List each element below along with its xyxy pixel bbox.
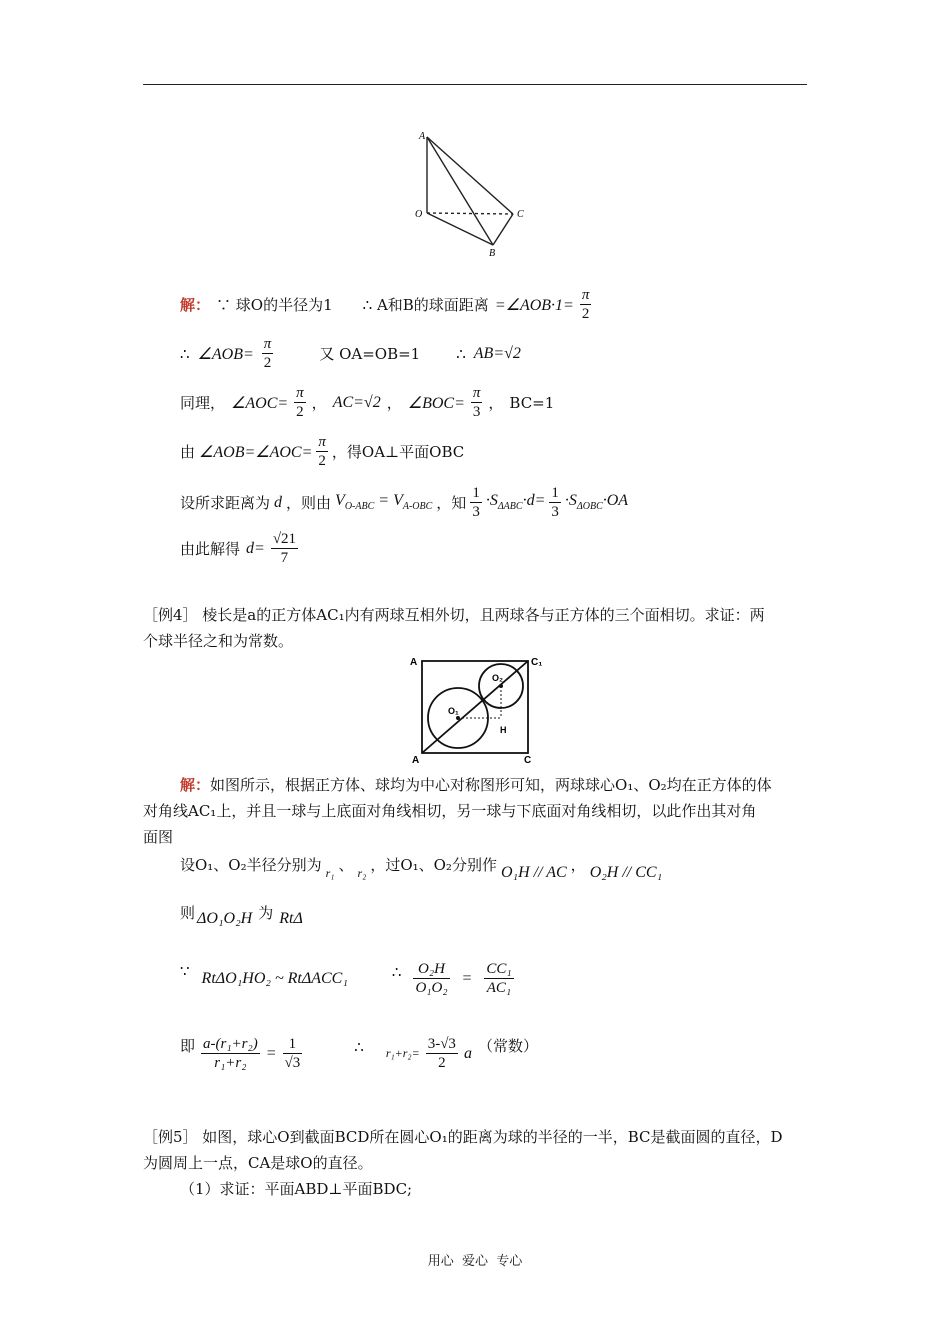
sol1-l6-math: d= [246, 539, 265, 557]
label-A: A [419, 131, 426, 142]
ex5-line3: （1）求证：平面ABD⊥平面BDC; [180, 1180, 413, 1198]
ex5-line1: ［例5］ 如图，球心O到截面BCD所在圆心O₁的距离为球的半径的一半，BC是截面圆的直径，D [143, 1128, 783, 1146]
sol4-p3: 面图 [143, 828, 174, 846]
var-r2: r₂ [357, 866, 367, 880]
label-C: C [517, 209, 524, 220]
label-B: B [489, 248, 496, 259]
sol1-l3-m1: ∠AOC= [231, 394, 289, 412]
sol4-p1: 解：如图所示，根据正方体、球均为中心对称图形可知，两球球心O₁、O₂均在正方体的体 [180, 776, 772, 794]
edge-AC [427, 137, 513, 214]
fraction-sqrt21-7: $\frac{√21}{7}$ [272, 531, 297, 566]
sol4-line3: ∵ RtΔO₁HO₂ ~ RtΔACC₁ ∴ $\frac{\text{O₂H}}{\text{O₁O₂}}$ = $\frac{\text{CC₁}}{\text{AC₁}}$ [180, 961, 512, 996]
var-d: d [274, 493, 283, 511]
sol1-l3-m3: ∠BOC= [407, 394, 465, 412]
ex4-line2: 个球半径之和为常数。 [143, 632, 294, 650]
page-footer: 用心 爱心 专心 [427, 1254, 523, 1269]
sol1-l1-text2: ∴ A和B的球面距离 [362, 296, 489, 314]
sol4-line1: 设O₁、O₂半径分别为 r₁ 、 r₂ ，过O₁、O₂分别作 O₁H // AC ， O₂H // CC₁ [180, 856, 663, 881]
label-A-top: A [410, 657, 418, 668]
fraction-pi-2: $\frac{\pi}{2}$ [263, 336, 272, 371]
label-A-bot: A [412, 755, 420, 766]
cube-section-figure [408, 655, 548, 767]
edge-BC [493, 214, 513, 245]
sol4-line4: 即 $\frac{\text{a-(r₁+r₂)}}{\text{r₁+r₂}}$ = $\frac{1}{√3}$ ∴ r₁+r₂= $\frac{3-√3}{2}$ a （常数） [180, 1036, 538, 1071]
sol1-line3: 同理， ∠AOC= $\frac{\pi}{2}$ ， AC=√2 ， ∠BOC= $\frac{\pi}{3}$ ， BC=1 [180, 385, 555, 420]
sol1-l3-text: 同理， [180, 394, 226, 412]
sol1-l4-pre: 由 [180, 443, 196, 461]
fraction-pi-2: $\frac{\pi}{2}$ [581, 287, 590, 322]
sol1-line5: 设所求距离为 d ，则由 $V_{O-ABC} = V_{A-OBC}$ ，知 $\frac{1}{3}$ $\cdot S_{\Delta ABC}\cdot d=$ $\frac{1}{3}$ $\cdot S_{\Delta OBC}\cdot OA$ [180, 485, 629, 520]
sol1-l1-math: =∠AOB·1= [494, 296, 574, 314]
sol1-line4 [180, 433, 464, 470]
edge-OC [427, 213, 513, 214]
sol1-l4-post: ，得OA⊥平面OBC [331, 443, 465, 461]
sol1-line2 [180, 335, 521, 372]
fraction-1-3: $\frac{1}{3}$ [472, 485, 480, 520]
fraction-pi-2: $\frac{\pi}{2}$ [296, 385, 304, 420]
label-C: C [524, 755, 532, 766]
sol4-l4-m: r₁+r₂= [385, 1046, 420, 1060]
solution-label: 解： [180, 776, 211, 794]
sol1-l2-ab: AB=√2 [473, 344, 521, 362]
fraction-O2H-O1O2: $\frac{\text{O₂H}}{\text{O₁O₂}}$ [415, 961, 448, 996]
therefore-symbol: ∴ [456, 344, 466, 363]
var-a: a [463, 1044, 472, 1062]
sol1-l5-mid: ，则由 [286, 494, 332, 512]
sol1-l5-pre: 设所求距离为 [180, 494, 271, 512]
sol1-line6 [180, 530, 298, 567]
fraction-CC1-AC1: $\frac{\text{CC₁}}{\text{AC₁}}$ [486, 961, 512, 996]
sol1-l1-text1: ∵ 球O的半径为1 [216, 296, 333, 314]
ex5-line2: 为圆周上一点，CA是球O的直径。 [143, 1154, 373, 1172]
fraction-main: $\frac{\text{a-(r₁+r₂)}}{\text{r₁+r₂}}$ [203, 1036, 258, 1071]
sol1-line1 [180, 286, 591, 323]
solution-label: 解： [180, 296, 211, 314]
sol1-l2-math: ∠AOB= [197, 345, 254, 363]
sol1-l5-know: ，知 [436, 494, 467, 512]
label-C1: C₁ [531, 657, 543, 668]
fraction-pi-2: $\frac{\pi}{2}$ [318, 434, 326, 469]
tetrahedron-figure [405, 125, 540, 260]
label-O1: O₁ [448, 706, 459, 716]
ex4-line1: ［例4］ 棱长是a的正方体AC₁内有两球互相外切，且两球各与正方体的三个面相切。求证：两 [143, 606, 765, 624]
sol1-l2-text: 又 OA=OB=1 [319, 345, 421, 363]
label-H: H [500, 725, 507, 735]
sol4-l3-m: RtΔO₁HO₂ ~ RtΔACC₁ [201, 969, 348, 987]
sol1-l6-pre: 由此解得 [180, 540, 241, 558]
sol4-p2: 对角线AC₁上，并且一球与上底面对角线相切，另一球与下底面对角线相切，以此作出其对角 [143, 802, 757, 820]
fraction-1-sqrt3: $\frac{1}{√3}$ [284, 1036, 301, 1071]
sol4-l2-m1: ΔO₁O₂H [197, 910, 253, 927]
sol4-l1-m2: O₂H // CC₁ [589, 864, 663, 881]
therefore-symbol: ∴ [180, 344, 190, 363]
header-rule [143, 84, 807, 85]
var-r1: r₁ [325, 866, 335, 880]
sol1-l4-math: ∠AOB=∠AOC= [199, 443, 313, 461]
sol1-l3-m2: AC=√2 [332, 393, 381, 411]
fraction-1-3: $\frac{1}{3}$ [551, 485, 559, 520]
label-O: O [415, 209, 423, 220]
sol4-line2: 则 ΔO₁O₂H 为 RtΔ [180, 904, 303, 927]
fraction-pi-3: $\frac{\pi}{3}$ [472, 385, 481, 420]
sol4-l1-m1: O₁H // AC [500, 864, 567, 881]
fraction-3-sqrt3-2: $\frac{3-√3}{2}$ [427, 1036, 456, 1071]
label-O2: O₂ [492, 673, 503, 683]
sol1-l3-end: BC=1 [509, 393, 555, 412]
sol4-l2-m2: RtΔ [279, 910, 303, 927]
